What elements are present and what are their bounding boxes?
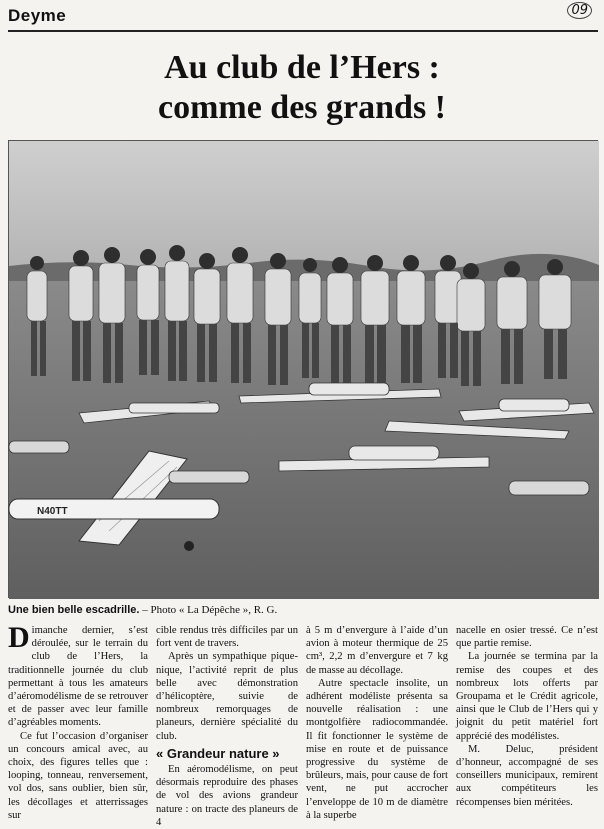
paragraph-6: à 5 m d’envergure à l’aide d’un avion à moteur thermique de 25 cm³, 2,2 m d’envergure et 7 kg de masse au décollage. [306, 625, 448, 676]
section-rule [8, 30, 598, 32]
paragraph-7: Autre spectacle insolite, un adhérent modéliste présenta sa nouvelle réalisation : une montgolfière radiocommandée. Il fit fonctionner le système de mise en route et de puissance progressive du système de brûleurs, mais, pour cause de fort vent, ne put accrocher l’enveloppe de 10 m de diamètre à la superbe [306, 677, 448, 821]
headline-line-2: comme des grands ! [157, 89, 447, 126]
caption-title: Une bien belle escadrille. [8, 604, 140, 616]
caption-credit: – Photo « La Dépêche », R. G. [139, 604, 278, 616]
column-4 [456, 624, 598, 809]
column-2 [156, 624, 298, 829]
headline-line-1: Au club de l’Hers : [164, 49, 440, 86]
paragraph-5: En aéromodélisme, on peut désormais reproduire des phases de vol des avions grandeur nature : on tracte des planeurs de 4 [156, 764, 298, 828]
subhead: « Grandeur nature » [156, 745, 280, 761]
paragraph-9: La journée se termina par la remise des coupes et des nombreux lots offerts par Groupama et le Crédit agricole, ainsi que le Club de l’Hers qui y joignit du petit matériel fort apprécié des modélistes. [456, 651, 598, 742]
dropcap: D [8, 621, 30, 654]
photo [8, 140, 598, 598]
paragraph-2: Ce fut l’occasion d’organiser un concours amical avec, au choix, des figures telles que : looping, tonneau, renversement, vol dos, sans oublier, bien sûr, les décollages et atterrissages sur [8, 730, 148, 821]
column-1 [8, 621, 148, 822]
photo-illustration [9, 141, 599, 599]
headline [0, 48, 604, 128]
paragraph-4: Après un sympathique pique-nique, l’activité reprit de plus belle avec démonstration d’hélicoptère, suivie de nombreux remorquages de planeurs, dernière spécialité du club. [156, 651, 298, 742]
paragraph-3: cible rendus très difficiles par un fort vent de travers. [156, 625, 298, 650]
page-number: 09 [567, 2, 592, 19]
paragraph-1 [8, 621, 148, 730]
section-tag: Deyme [8, 6, 67, 25]
paragraph-1-text: imanche dernier, s’est déroulée, sur le terrain du club de l’Hers, la traditionnelle journée du club permettant à tous les amateurs d’aéromodélisme de se retrouver et de passer avec leur famille d’agréables moments. [8, 625, 148, 729]
sky [9, 141, 599, 271]
plane-registration-label: N40TT [37, 506, 68, 517]
paragraph-10: M. Deluc, président d’honneur, accompagné de ses conseillers municipaux, remirent aux compétiteurs les récompenses bien méritées. [456, 743, 598, 808]
paragraph-8: nacelle en osier tressé. Ce n’est que partie remise. [456, 625, 598, 650]
column-3 [306, 624, 448, 822]
photo-caption [8, 604, 277, 616]
